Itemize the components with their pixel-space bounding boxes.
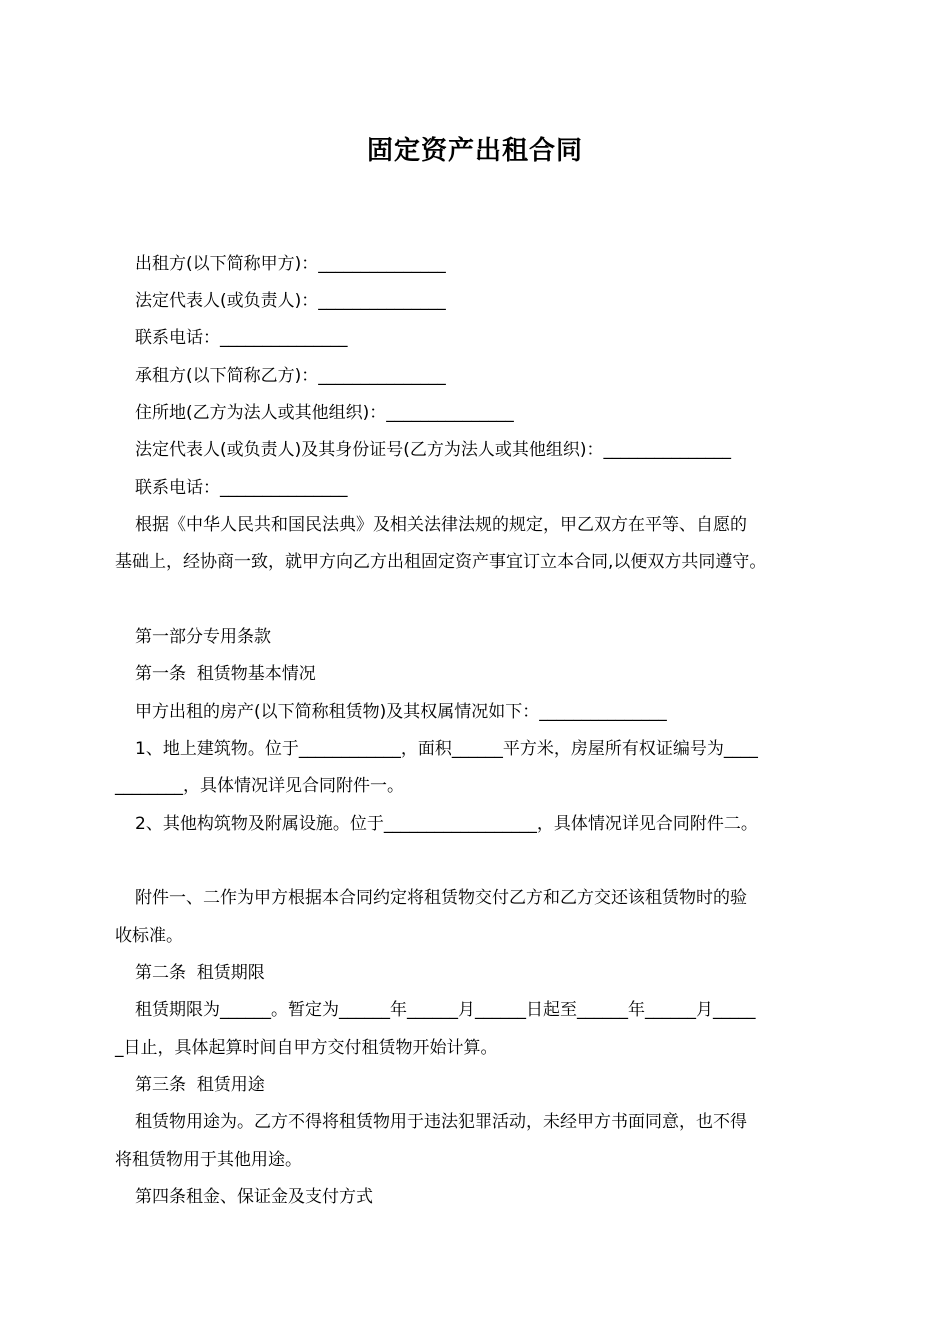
clause-line: 租赁期限为______。暂定为______年______月______日起至______年______月_____	[135, 1000, 756, 1020]
clause-line: 2、其他构筑物及附属设施。位于__________________，具体情况详见合同附件二。	[135, 814, 758, 834]
clause-line: 租赁物用途为。乙方不得将租赁物用于违法犯罪活动，未经甲方书面同意，也不得	[135, 1112, 747, 1132]
lessee-phone-line: 联系电话：_______________	[135, 478, 348, 498]
lessee-name-line: 承租方(以下简称乙方)：_______________	[135, 366, 446, 386]
clause-line: 1、地上建筑物。位于____________，面积______平方米，房屋所有权证编号为____	[135, 739, 758, 759]
article-heading: 第三条 租赁用途	[135, 1075, 265, 1095]
preamble-line: 根据《中华人民共和国民法典》及相关法律法规的规定，甲乙双方在平等、自愿的	[135, 515, 747, 535]
lessee-address-line: 住所地(乙方为法人或其他组织)：_______________	[135, 403, 514, 423]
clause-line: 甲方出租的房产(以下简称租赁物)及其权属情况如下：_______________	[135, 702, 667, 722]
lessor-name-line: 出租方(以下简称甲方)：_______________	[135, 254, 446, 274]
clause-line: 将租赁物用于其他用途。	[115, 1150, 302, 1170]
document-title: 固定资产出租合同	[366, 136, 583, 166]
article-heading: 第四条租金、保证金及支付方式	[135, 1187, 373, 1207]
lessor-phone-line: 联系电话：_______________	[135, 328, 348, 348]
clause-line: ________，具体情况详见合同附件一。	[115, 776, 404, 796]
preamble-line: 基础上，经协商一致，就甲方向乙方出租固定资产事宜订立本合同,以便双方共同遵守。	[115, 552, 767, 572]
clause-line: 附件一、二作为甲方根据本合同约定将租赁物交付乙方和乙方交还该租赁物时的验	[135, 888, 747, 908]
lessee-representative-line: 法定代表人(或负责人)及其身份证号(乙方为法人或其他组织)：_______________	[135, 440, 732, 460]
clause-line: 收标准。	[115, 926, 183, 946]
lessor-representative-line: 法定代表人(或负责人)：_______________	[135, 291, 446, 311]
section-heading: 第一部分专用条款	[135, 627, 271, 647]
article-heading: 第二条 租赁期限	[135, 963, 265, 983]
clause-line: _日止，具体起算时间自甲方交付租赁物开始计算。	[115, 1038, 498, 1058]
article-heading: 第一条 租赁物基本情况	[135, 664, 316, 684]
